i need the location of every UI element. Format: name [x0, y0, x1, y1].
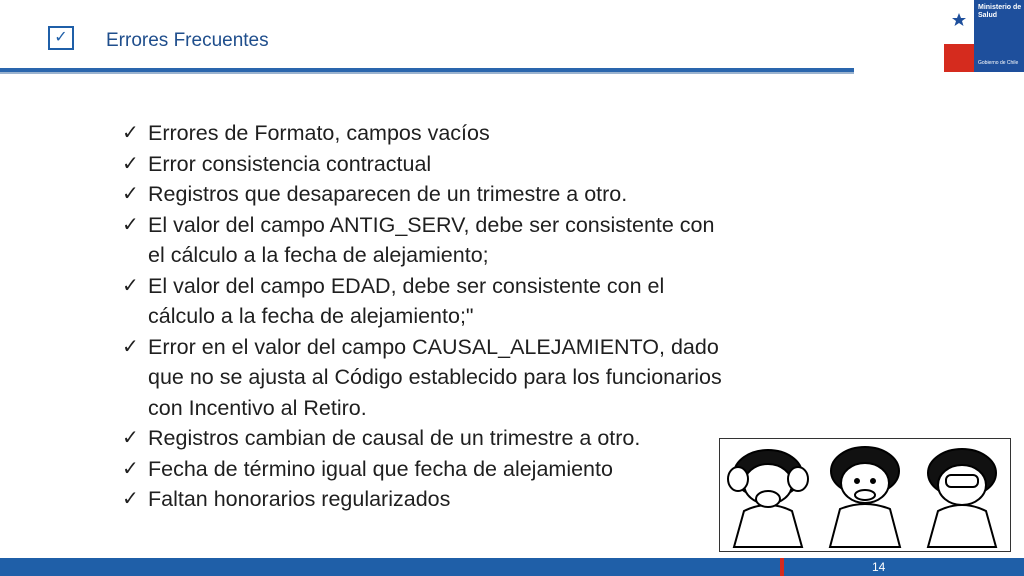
checkmark-icon: ✓: [122, 213, 139, 236]
bullet-text: El valor del campo ANTIG_SERV, debe ser consistente con el cálculo a la fecha de alejamiento;: [148, 212, 715, 267]
bullet-item: [122, 484, 722, 515]
coat-of-arms-icon: [951, 12, 967, 28]
footer-red-accent: [780, 558, 784, 576]
checkmark-icon: ✓: [122, 335, 139, 358]
header-rule-shadow: [0, 72, 854, 74]
bullet-item: [122, 454, 722, 485]
cartoon-image: [719, 438, 1011, 552]
checkmark-icon: ✓: [122, 488, 139, 510]
checkmark-icon: ✓: [122, 122, 139, 144]
bullet-text: Faltan honorarios regularizados: [148, 487, 451, 511]
header-check-icon: ✓: [48, 26, 74, 50]
bullet-text: Errores de Formato, campos vacíos: [148, 121, 490, 145]
three-figures-illustration: [720, 439, 1010, 551]
bullet-item: [122, 149, 722, 180]
figure-right: [928, 449, 996, 547]
checkmark-icon: ✓: [122, 274, 139, 297]
bullet-text: El valor del campo EDAD, debe ser consistente con el cálculo a la fecha de alejamiento;": [148, 273, 665, 328]
page-number: 14: [872, 560, 886, 574]
logo-line2: Salud: [978, 12, 998, 19]
checkmark-icon: ✓: [122, 152, 139, 175]
bullet-text: Fecha de término igual que fecha de alejamiento: [148, 456, 613, 481]
figure-left: [728, 450, 808, 547]
bullet-item: [122, 179, 722, 210]
bullet-text: Registros que desaparecen de un trimestre a otro.: [148, 182, 628, 206]
bullet-text: Error consistencia contractual: [148, 151, 432, 176]
slide-title: Errores Frecuentes: [106, 30, 269, 51]
ministry-logo: [944, 0, 1024, 72]
footer-bar: [0, 558, 1024, 576]
checkmark-icon: ✓: [122, 457, 139, 480]
checkmark-icon: ✓: [122, 427, 139, 449]
bullet-text: Error en el valor del campo CAUSAL_ALEJAMIENTO, dado que no se ajusta al Código establecido para los funcionarios con Incentivo al Retiro.: [148, 334, 722, 420]
checkmark-icon: ✓: [122, 183, 139, 205]
logo-government-text: Gobierno de Chile: [978, 60, 1019, 66]
bullet-item: [122, 118, 722, 149]
bullet-item: [122, 271, 722, 332]
bullet-item: [122, 210, 722, 271]
bullet-item: [122, 423, 722, 454]
logo-ministry-text: [978, 4, 1022, 20]
figure-middle: [830, 447, 900, 547]
bullet-text: Registros cambian de causal de un trimestre a otro.: [148, 426, 641, 450]
bullet-item: [122, 332, 722, 424]
logo-line1: Ministerio de: [978, 4, 1022, 11]
logo-red-band: [944, 44, 974, 72]
bullet-list: [122, 118, 722, 515]
